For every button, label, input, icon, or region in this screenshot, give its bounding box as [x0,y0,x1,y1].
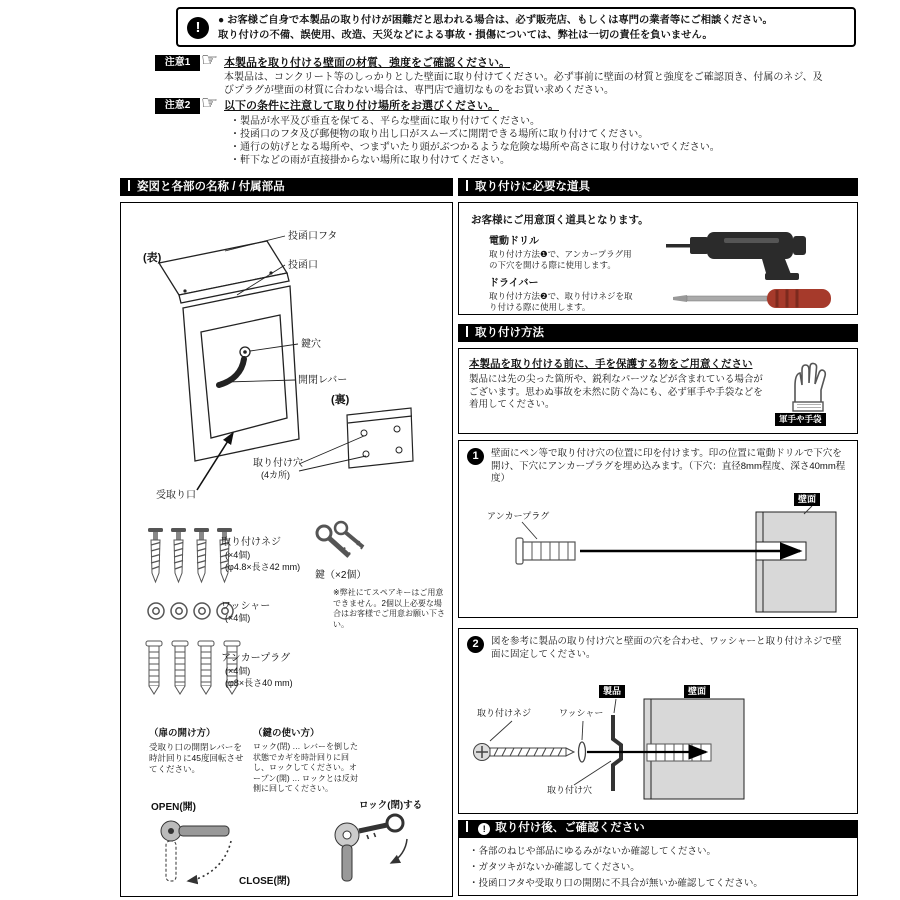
door-howto-title: （扉の開け方） [149,728,216,739]
confirm-item: ・各部のねじや部品にゆるみがないか確認してください。 [469,846,717,857]
step2-text: 図を参考に製品の取り付け穴と壁面の穴を合わせ、ワッシャーと取り付けネジで壁面に固定してください。 [491,636,842,660]
lock-diagram [309,809,444,889]
parts-section-title: 姿図と各部の名称 / 付属部品 [137,181,285,193]
confirm-list [469,844,849,892]
caution2-list [230,115,840,167]
glove-warning-box [458,348,858,434]
step2-box [458,628,858,814]
caution2-item: ・軒下などの雨が直接掛からない場所に取り付けてください。 [230,155,510,166]
method-section-title: 取り付け方法 [475,327,544,339]
key-howto-body: ロック(閉) … レバーを倒した状態でカギを時計回りに回し、ロックしてください。オープン(開) … ロックとは反対側に回してください。 [253,742,359,793]
step1-wall-label: 壁面 [794,493,820,506]
keys-name: 鍵 [315,570,325,581]
step1-text: 壁面にペン等で取り付け穴の位置に印を付けます。印の位置に電動ドリルで下穴を開け、下穴にアンカープラグを埋め込みます。（下穴：直径8mm程度、深さ40mm程度） [491,448,846,484]
step2-diagram [464,669,852,819]
step1-anchor-label: アンカープラグ [487,511,550,521]
lock-label: ロック(閉)する [359,800,423,811]
glove-body: 製品には先の尖った箇所や、鋭利なパーツなどが含まれている場合がございます。思わぬ事故を未然に防ぐ為にも、必ず軍手や手袋などを着用してください。 [469,374,763,410]
tool-driver-name: ドライバー [489,278,539,289]
keys-illustration [311,519,381,567]
label-mount-hole: 取り付け穴 [253,458,303,469]
close-label: CLOSE(閉) [239,876,291,887]
screwdriver-icon [669,287,837,311]
confirm-section-title: 取り付け後、ご確認ください [495,822,645,834]
confirm-item: ・投函口フタや受取り口の開閉に不具合が無いか確認してください。 [469,878,763,889]
tool-drill-desc: 取り付け方法❶で、アンカープラグ用の下穴を開ける際に使用します。 [489,249,632,270]
back-tag: (裏) [331,394,350,406]
anchors-name: アンカープラグ [221,653,291,664]
pointing-hand-icon: ☞ [201,50,219,71]
caution2-heading: 以下の条件に注意して取り付け場所をお選びください。 [224,100,499,112]
label-lid: 投函口フタ [288,231,338,242]
caution1-label: 注意1 [155,55,200,71]
door-howto-body: 受取り口の開閉レバーを時計回りに45度回転させてください。 [149,742,244,774]
caution2-item: ・製品が水平及び垂直を保てる、平らな壁面に取り付けてください。 [230,116,540,127]
tool-driver-desc: 取り付け方法❷で、取り付けネジを取り付ける際に使用します。 [489,291,633,312]
anchors-qty: (×4個) [225,666,251,676]
caution2-item: ・投函口のフタ及び郵便物の取り出し口がスムーズに開閉できる場所に取り付けてください。 [230,129,649,140]
step2-number-icon: 2 [467,636,484,653]
label-mount-hole-qty: (4カ所) [261,470,290,480]
tool-drill-name: 電動ドリル [489,236,539,247]
caution2-label: 注意2 [155,98,200,114]
front-tag: (表) [143,252,162,264]
top-notice-box [176,7,856,47]
washers-qty: (×4個) [225,613,251,623]
screws-name: 取り付けネジ [221,537,281,548]
label-lever: 開閉レバー [298,375,348,386]
confirm-exclamation-icon: ! [478,823,490,835]
confirm-section-header [458,820,858,837]
anchors-spec: (φ8×長さ40 mm) [225,678,293,688]
caution2-item: ・通行の妨げとなる場所や、つまずいたり頭がぶつかるような危険な場所や高さに取り付けないでください。 [230,142,720,153]
confirm-box [458,837,858,896]
step2-hole-label: 取り付け穴 [547,785,593,795]
step2-washer-label: ワッシャー [559,708,604,718]
step1-box [458,440,858,618]
glove-label: 軍手や手袋 [775,413,826,426]
label-outlet: 受取り口 [156,490,196,501]
caution1-heading: 本製品を取り付ける壁面の材質、強度をご確認ください。 [224,57,510,69]
screws-spec: (φ4.8×長さ42 mm) [225,562,301,572]
step1-number-icon: 1 [467,448,484,465]
tools-section-header [458,178,858,196]
label-slot: 投函口 [288,260,318,271]
tools-panel [458,202,858,315]
open-label: OPEN(開) [151,802,196,813]
drill-icon [664,223,839,281]
step2-product-label: 製品 [599,685,625,698]
tools-section-title: 取り付けに必要な道具 [475,181,590,193]
keys-name-qty [315,569,366,582]
caution1-body: 本製品は、コンクリート等のしっかりとした壁面に取り付けてください。必ず事前に壁面の材質と強度をご確認頂き、付属のネジ、及びプラグが壁面の材質に合わない場合は、専門店で適切なものをお買い求めください。 [224,72,823,96]
top-notice-text [218,13,850,43]
washers-name: ワッシャー [221,601,271,612]
top-notice-line1: ● お客様ご自身で本製品の取り付けが困難だと思われる場合は、必ず販売店、もしくは専門の業者等にご相談ください。 [218,15,773,26]
step2-wall-label: 壁面 [684,685,710,698]
tools-intro: お客様にご用意頂く道具となります。 [471,214,649,226]
parts-section-header [120,178,453,196]
glove-heading: 本製品を取り付ける前に、手を保護する物をご用意ください [469,358,753,370]
exclamation-icon: ! [187,17,209,39]
method-section-header [458,324,858,342]
keys-note: ※弊社にてスペアキーはご用意できません。2個以上必要な場合はお客様でご用意お願い下さい。 [333,588,445,629]
key-howto-title: （鍵の使い方） [253,728,320,739]
step2-screw-label: 取り付けネジ [477,708,532,718]
screws-qty: (×4個) [225,550,251,560]
label-keyhole: 鍵穴 [301,339,321,350]
glove-icon [779,358,841,412]
keys-qty: （×2個） [325,570,367,581]
top-notice-line2: 取り付けの不備、誤使用、改造、天災などによる事故・損傷については、弊社は一切の責任を負いません。 [218,30,713,41]
pointing-hand-icon: ☞ [201,93,219,114]
confirm-item: ・ガタツキがないか確認してください。 [469,862,640,873]
parts-panel [120,202,453,897]
